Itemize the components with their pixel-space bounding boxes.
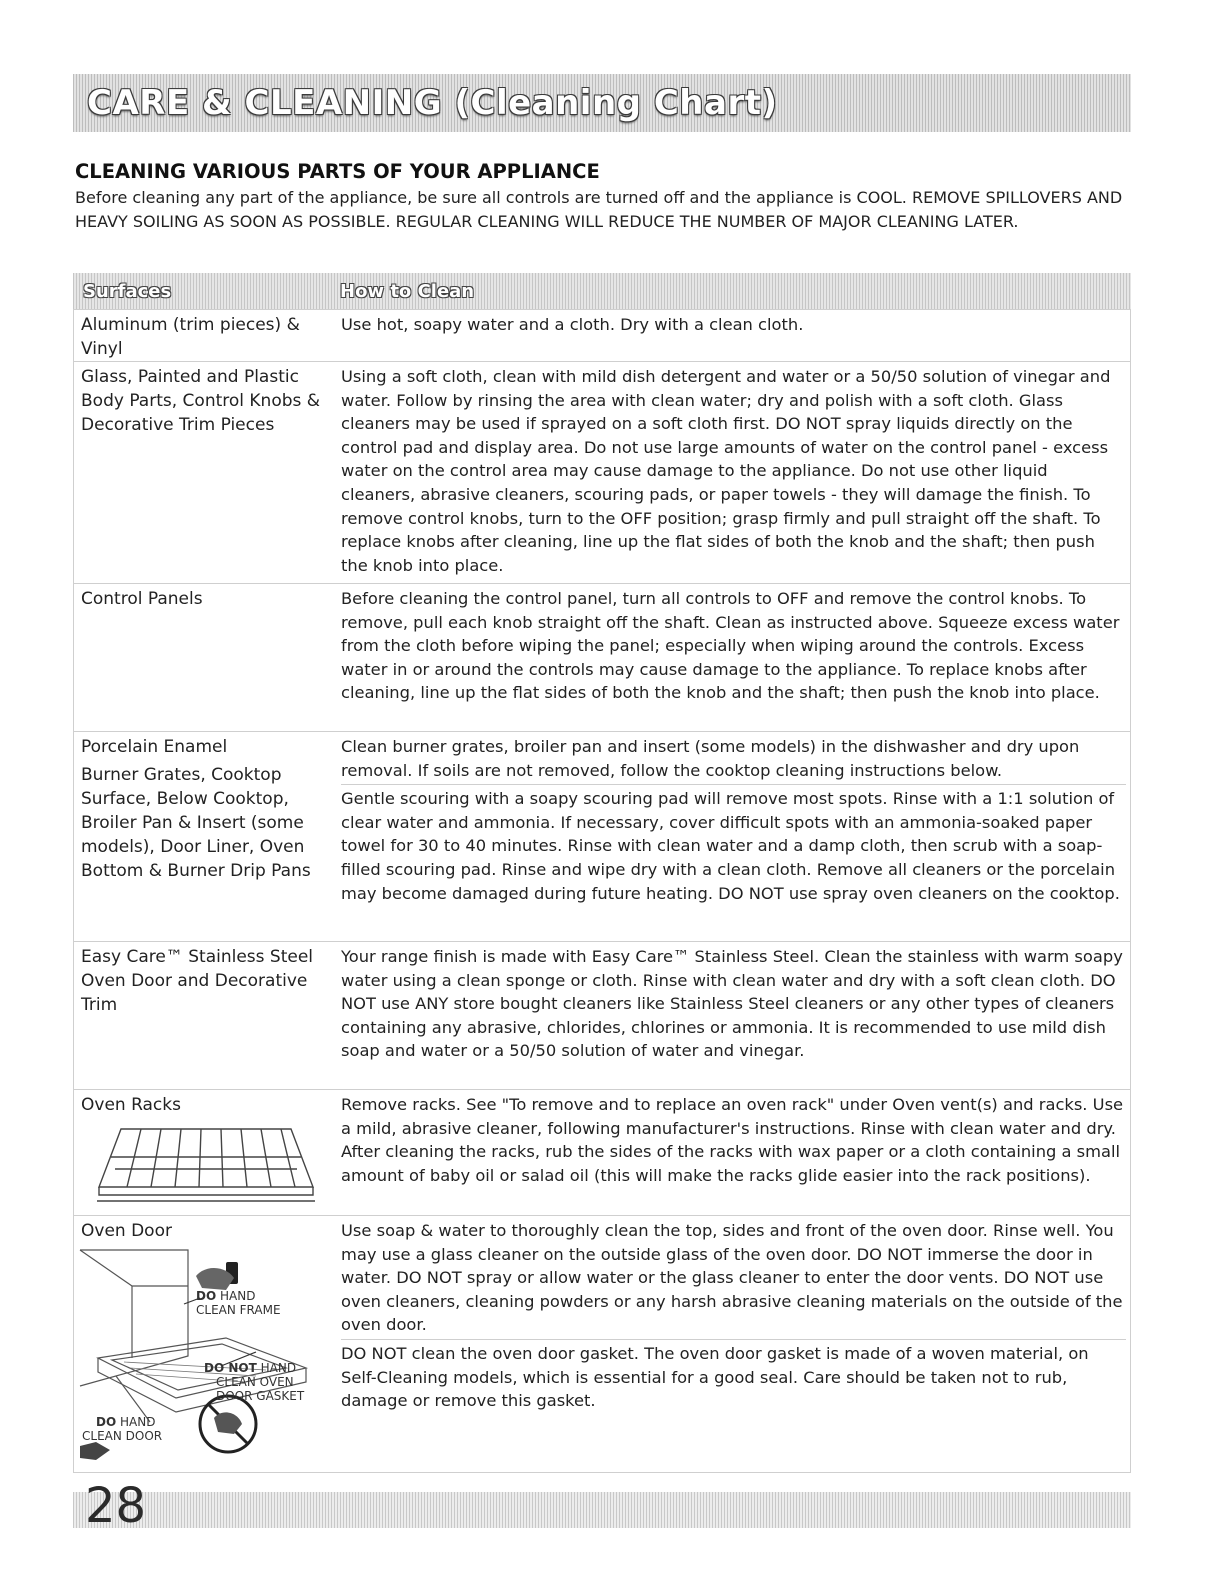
label-hand-clean-frame: DO HAND CLEAN FRAME [196,1289,281,1317]
oven-rack-illustration [81,1121,321,1209]
row-how-to-clean: Remove racks. See "To remove and to replace an oven rack" under Oven vent(s) and racks. Use a mild, abrasive cleaner, following manufacturer's instructions. Rinse with clean water and dry. After cleaning the racks, rub the sides of the racks with wax paper or a cloth containing a small amount of baby oil or salad oil (this will make the racks glide easier into the rack positions). [341,1095,1124,1185]
row-how-to-clean: Clean burner grates, broiler pan and insert (some models) in the dishwasher and dry upon removal. If soils are not removed, follow the cooktop cleaning instructions below. [341,737,1080,780]
row-surface-sub: Burner Grates, Cooktop Surface, Below Cooktop, Broiler Pan & Insert (some models), Door Liner, Oven Bottom & Burner Drip Pans [81,765,311,881]
table-row [73,731,1131,941]
page-banner [73,74,1131,132]
page-number: 28 [85,1478,147,1534]
table-row [73,1215,1131,1473]
cleaning-chart-table [73,273,1131,1473]
table-row [73,361,1131,583]
table-row [73,309,1131,361]
row-how-to-clean: Use hot, soapy water and a cloth. Dry with a clean cloth. [341,315,804,334]
row-surface: Aluminum (trim pieces) & Vinyl [81,315,300,359]
label-hand-clean-door: DO HAND CLEAN DOOR [82,1415,163,1443]
row-surface: Oven Door [81,1221,172,1241]
row-how-to-clean: Before cleaning the control panel, turn all controls to OFF and remove the control knobs. To remove, pull each knob straight off the shaft. Clean as instructed above. Squeeze excess water from the cloth before wiping the panel; especially when wiping around the controls. Excess water in or around the controls may cause damage to the appliance. To replace knobs after cleaning, line up the flat sides of both the knob and the shaft; then push the knob into place. [341,589,1120,703]
row-surface: Easy Care™ Stainless Steel Oven Door and Decorative Trim [81,947,314,1015]
section-title: CLEANING VARIOUS PARTS OF YOUR APPLIANCE [75,160,600,183]
row-surface: Control Panels [81,589,203,609]
page-title: CARE & CLEANING (Cleaning Chart) [87,83,778,123]
row-how-to-clean: Your range finish is made with Easy Care™ Stainless Steel. Clean the stainless with warm soapy water using a clean sponge or cloth. Rinse with clean water and dry with a soft clean cloth. DO NOT use ANY store bought cleaners like Stainless Steel cleaners or any other types of cleaners containing any abrasive, chlorides, chlorines or ammonia. It is recommended to use mild dish soap and water or a 50/50 solution of water and vinegar. [341,947,1123,1061]
row-how-to-clean: Using a soft cloth, clean with mild dish detergent and water or a 50/50 solution of vinegar and water. Follow by rinsing the area with clean water; dry and polish with a soft cloth. Glass cleaners may be used if sprayed on a soft cloth first. DO NOT spray liquids directly on the control pad and display area. Do not use large amounts of water on the control panel - excess water on the control area may cause damage to the appliance. Do not use other liquid cleaners, abrasive cleaners, scouring pads, or paper towels - they will damage the finish. To remove control knobs, turn to the OFF position; grasp firmly and pull straight off the shaft. To replace knobs after cleaning, line up the flat sides of both the knob and the shaft; then push the knob into place. [341,367,1111,575]
table-row [73,941,1131,1089]
label-do-not-clean-gasket: DO NOT HAND CLEAN OVEN DOOR GASKET [204,1361,305,1403]
row-surface: Glass, Painted and Plastic Body Parts, Control Knobs & Decorative Trim Pieces [81,367,321,435]
table-row [73,1089,1131,1215]
row-how-to-clean-sub: DO NOT clean the oven door gasket. The oven door gasket is made of a woven material, on Self-Cleaning models, which is essential for a good seal. Care should be taken not to rub, damage or remove this gasket. [341,1339,1126,1413]
row-surface: Porcelain Enamel [81,737,228,757]
page-footer-bar [73,1492,1131,1528]
table-row [73,583,1131,731]
header-surfaces: Surfaces [83,280,172,302]
row-surface: Oven Racks [81,1095,181,1115]
header-how-to-clean: How to Clean [340,280,475,302]
row-how-to-clean: Use soap & water to thoroughly clean the top, sides and front of the oven door. Rinse well. You may use a glass cleaner on the outside glass of the oven door. DO NOT immerse the door in water. DO NOT spray or allow water or the glass cleaner to enter the door vents. DO NOT use oven cleaners, cleaning powders or any harsh abrasive cleaning materials on the outside of the oven door. [341,1221,1123,1335]
table-header [73,273,1131,309]
row-how-to-clean-sub: Gentle scouring with a soapy scouring pad will remove most spots. Rinse with a 1:1 solution of clear water and ammonia. If necessary, cover difficult spots with an ammonia-soaked paper towel for 30 to 40 minutes. Rinse with clean water and a damp cloth, then scrub with a soap-filled scouring pad. Rinse and wipe dry with a clean cloth. Remove all cleaners or the porcelain may become damaged during future heating. DO NOT use spray oven cleaners on the cooktop. [341,784,1126,905]
intro-paragraph: Before cleaning any part of the appliance, be sure all controls are turned off and the appliance is COOL. REMOVE SPILLOVERS AND HEAVY SOILING AS SOON AS POSSIBLE. REGULAR CLEANING WILL REDUCE THE NUMBER OF MAJOR CLEANING LATER. [75,188,1123,231]
